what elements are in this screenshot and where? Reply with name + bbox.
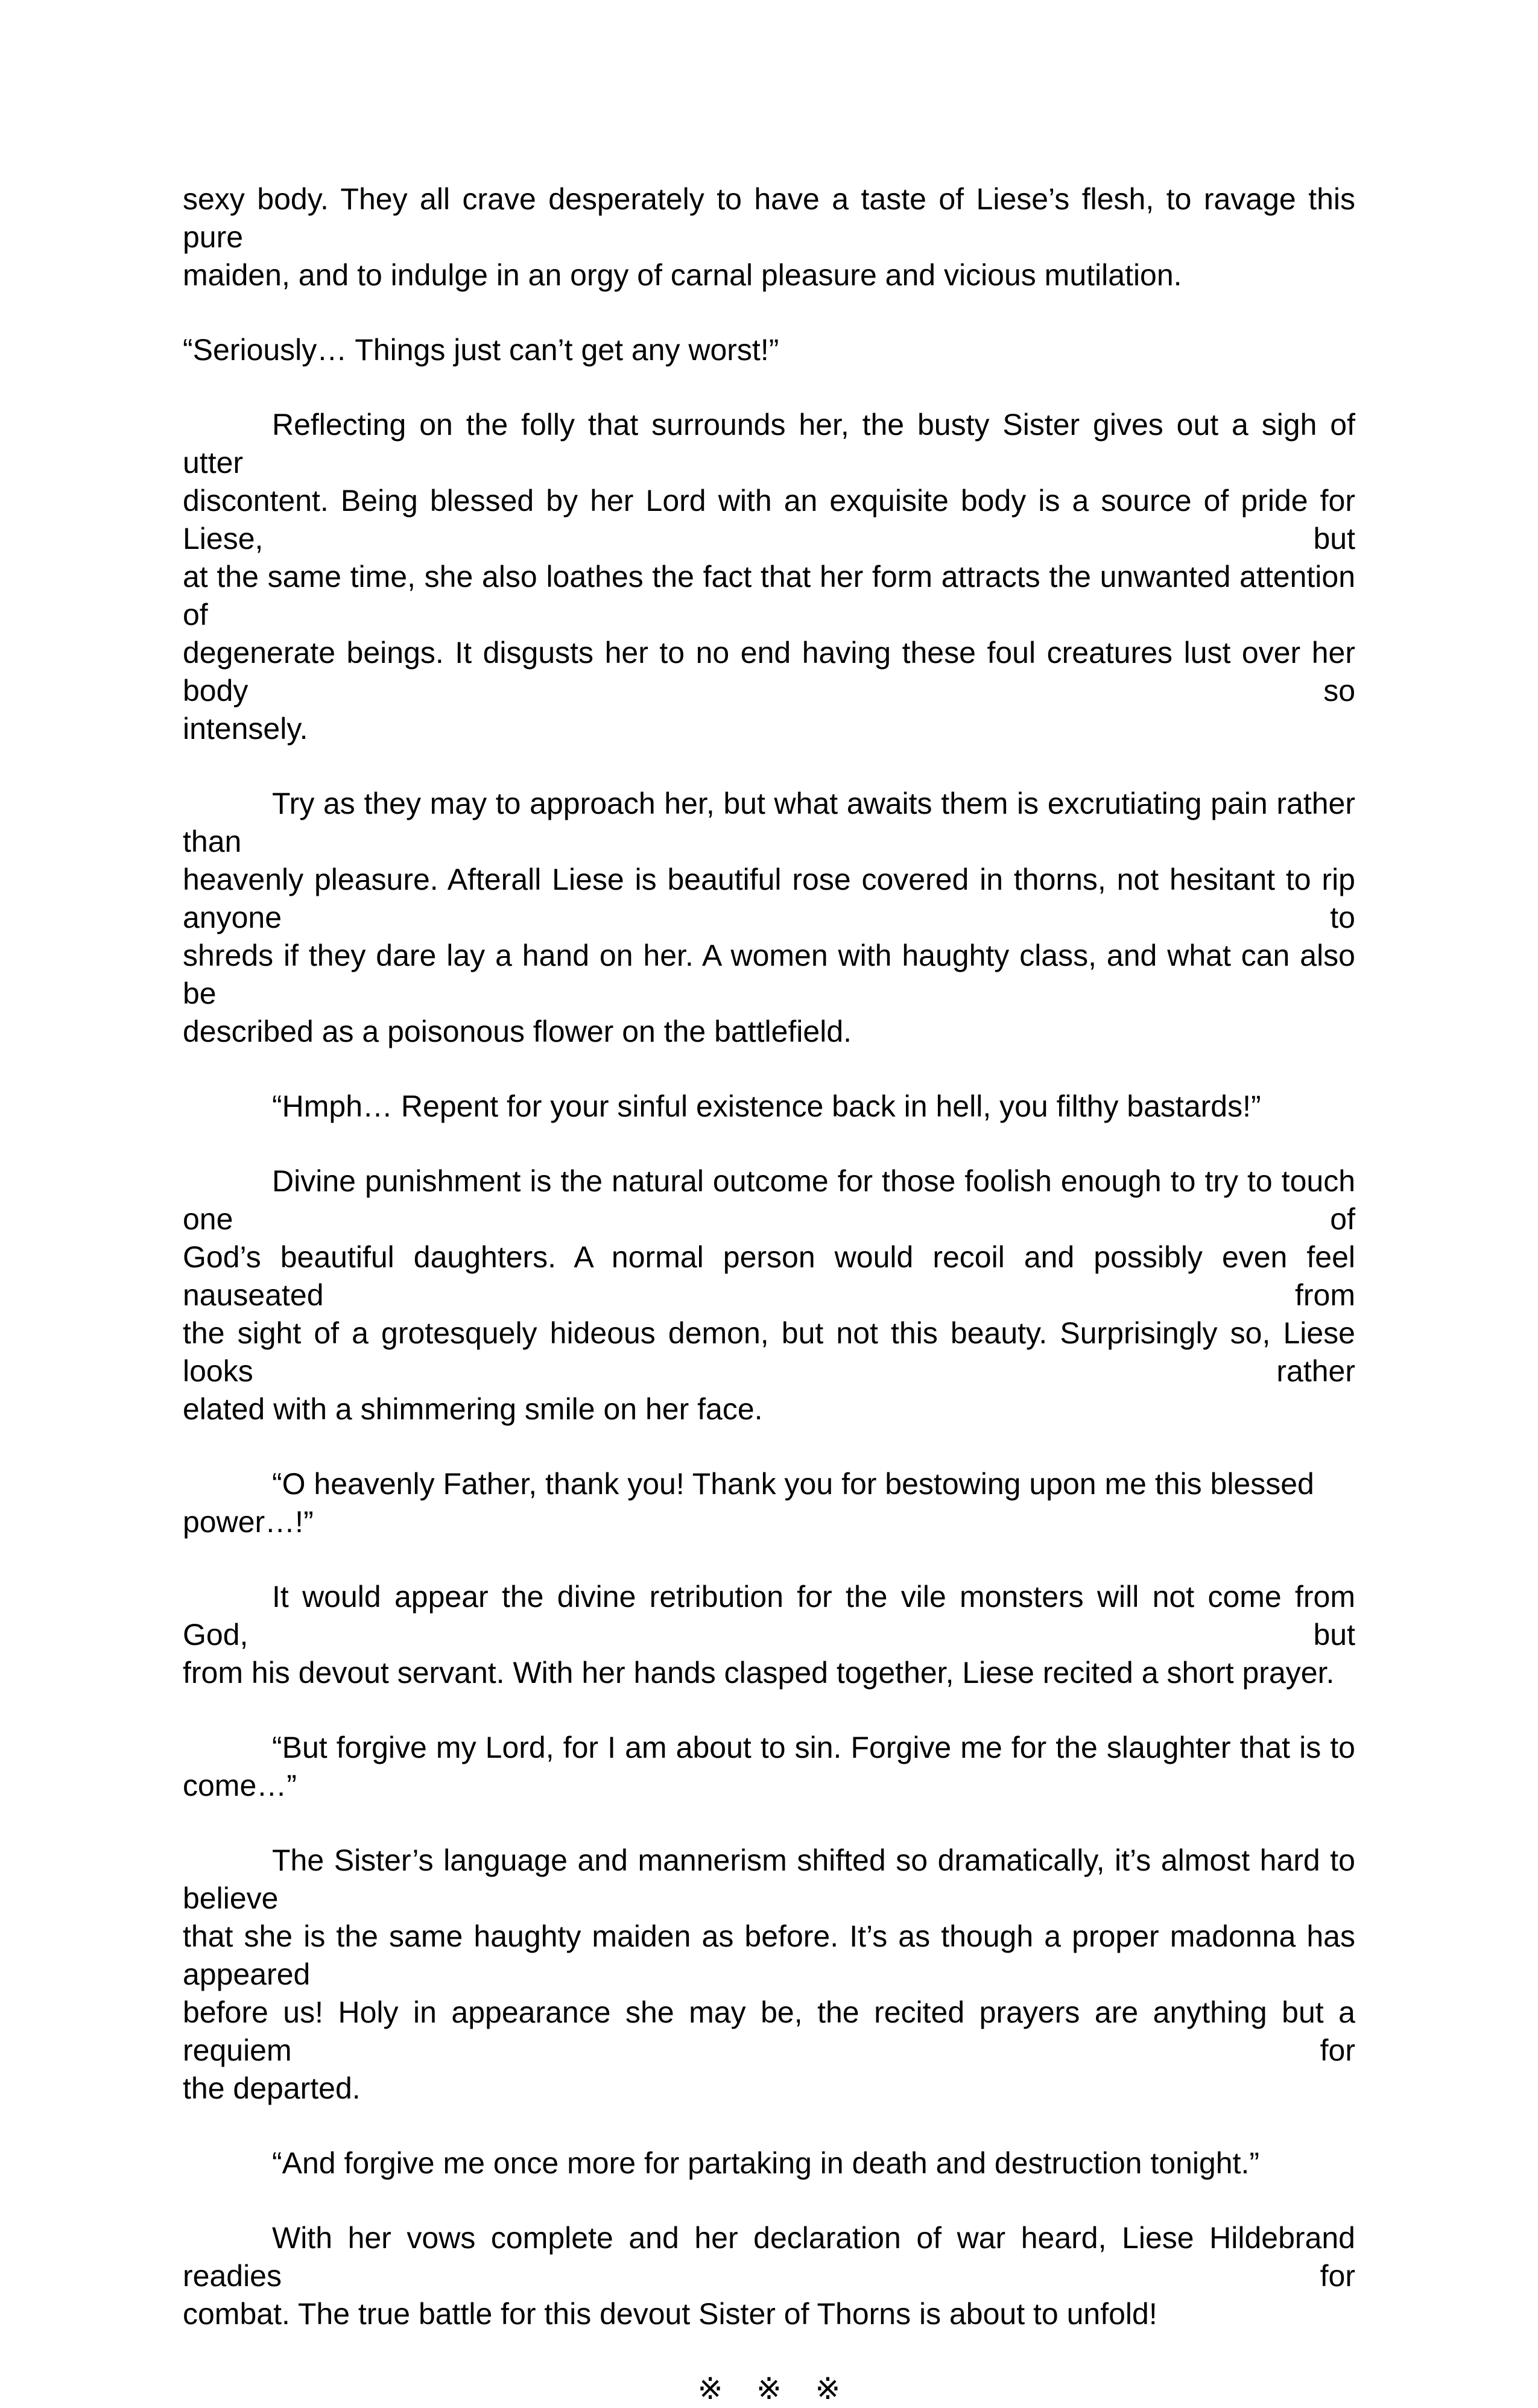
text-line: the departed. [183,2071,361,2105]
section-separator: ※ ※ ※ [697,2372,841,2406]
text-line: God’s beautiful daughters. A normal person would recoil and possibly even feel nauseated from [183,1240,1355,1312]
narrative-paragraph [183,1578,1355,1692]
text-line: at the same time, she also loathes the fact that her form attracts the unwanted attention of [183,560,1355,632]
text-line: from his devout servant. With her hands clasped together, Liese recited a short prayer. [183,1656,1335,1690]
text-line: Divine punishment is the natural outcome for those foolish enough to try to touch one of [183,1164,1355,1236]
dialogue-paragraph [183,1729,1355,1805]
dialogue-paragraph [183,1465,1355,1541]
text-line: It would appear the divine retribution for the vile monsters will not come from God, but [183,1580,1355,1652]
dialogue-paragraph [183,331,1355,369]
text-line: Try as they may to approach her, but what awaits them is excrutiating pain rather than [183,787,1355,858]
text-line: the sight of a grotesquely hideous demon, but not this beauty. Surprisingly so, Liese looks rather [183,1316,1355,1388]
text-line: “And forgive me once more for partaking in death and destruction tonight.” [272,2146,1260,2180]
text-line: maiden, and to indulge in an orgy of carnal pleasure and vicious mutilation. [183,258,1182,292]
narrative-paragraph [183,1162,1355,1428]
text-line: sexy body. They all crave desperately to have a taste of Liese’s flesh, to ravage this pure [183,182,1355,254]
text-line: “But forgive my Lord, for I am about to sin. Forgive me for the slaughter that is to [272,1731,1355,1764]
narrative-paragraph [183,1842,1355,2108]
text-line: With her vows complete and her declaration of war heard, Liese Hildebrand readies for [183,2221,1355,2293]
text-line: come…” [183,1769,297,1802]
narrative-paragraph [183,785,1355,1051]
narrative-paragraph [183,406,1355,748]
text-line: “Hmph… Repent for your sinful existence back in hell, you filthy bastards!” [272,1089,1261,1123]
text-line: before us! Holy in appearance she may be, the recited prayers are anything but a requiem for [183,1995,1355,2067]
text-line: shreds if they dare lay a hand on her. A women with haughty class, and what can also be [183,939,1355,1010]
narrative-paragraph [183,2219,1355,2333]
text-line: elated with a shimmering smile on her face. [183,1392,763,1426]
page-text-content [183,180,1355,2408]
dialogue-paragraph [183,2144,1355,2182]
text-line: “O heavenly Father, thank you! Thank you for bestowing upon me this blessed power…!” [183,1467,1314,1539]
text-line: intensely. [183,712,308,746]
dialogue-paragraph [183,1088,1355,1126]
text-line: discontent. Being blessed by her Lord with an exquisite body is a source of pride for Liese, but [183,484,1355,556]
text-line: degenerate beings. It disgusts her to no end having these foul creatures lust over her body so [183,636,1355,708]
narrative-paragraph [183,180,1355,294]
text-line: combat. The true battle for this devout Sister of Thorns is about to unfold! [183,2297,1157,2331]
text-line: that she is the same haughty maiden as before. It’s as though a proper madonna has appeared [183,1919,1355,1991]
text-line: The Sister’s language and mannerism shifted so dramatically, it’s almost hard to believe [183,1843,1355,1915]
text-line: heavenly pleasure. Afterall Liese is beautiful rose covered in thorns, not hesitant to rip anyone to [183,863,1355,934]
text-line: Reflecting on the folly that surrounds her, the busty Sister gives out a sigh of utter [183,408,1355,480]
text-line: described as a poisonous flower on the battlefield. [183,1015,852,1048]
text-line: “Seriously… Things just can’t get any worst!” [183,333,779,367]
